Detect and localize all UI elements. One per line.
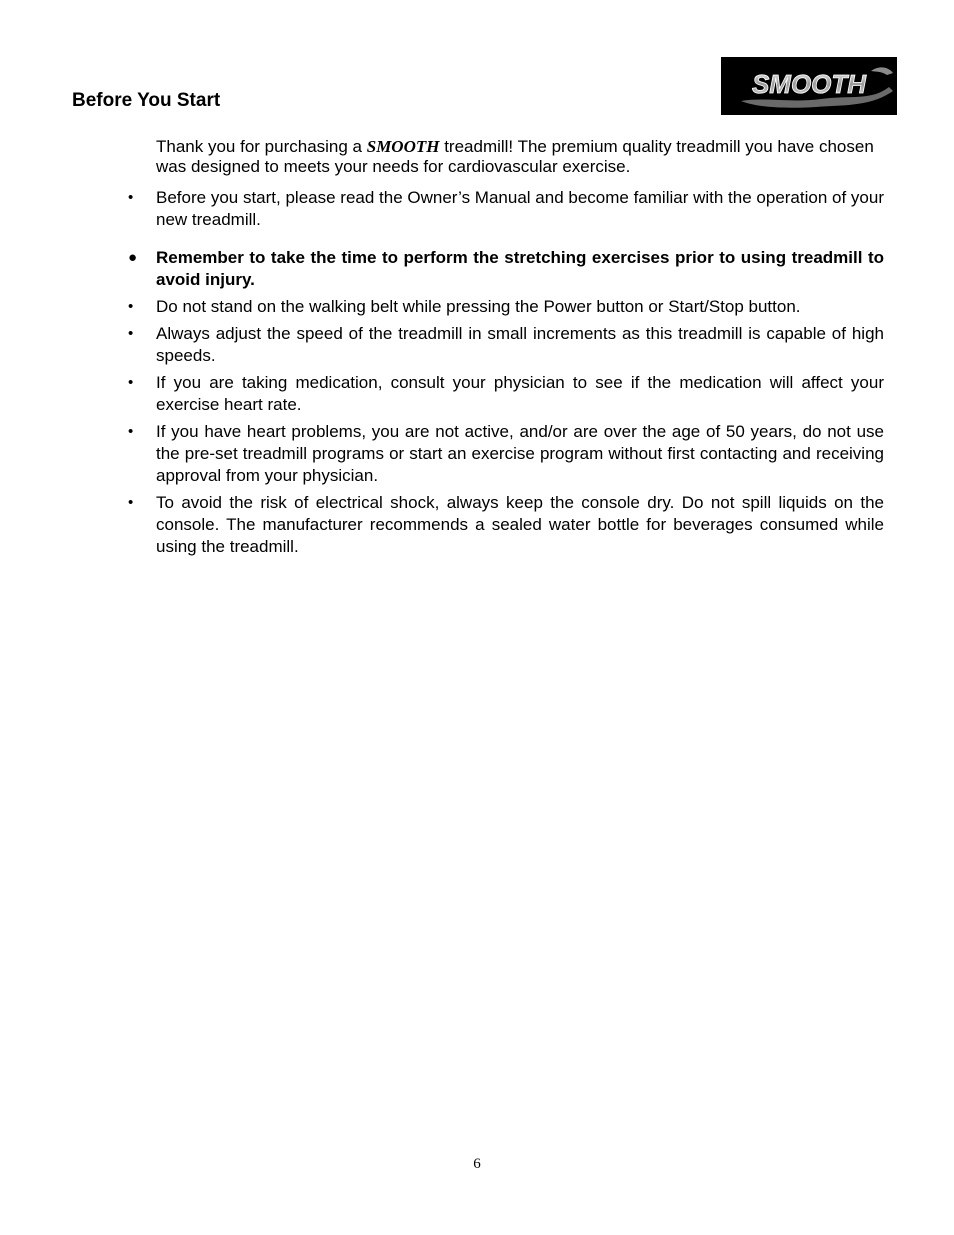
page-number: 6 [473, 1156, 481, 1172]
bullet-item [0, 323, 884, 367]
bullet-item [0, 187, 884, 231]
bullet-dot-icon: • [128, 494, 134, 511]
bullet-item [0, 421, 884, 487]
bullet-text: Before you start, please read the Owner’s Manual and become familiar with the operation of your new treadmill. [156, 188, 884, 229]
intro-paragraph [156, 137, 884, 177]
bullet-text: Always adjust the speed of the treadmill in small increments as this treadmill is capable of high speeds. [156, 324, 884, 365]
bullet-item [0, 247, 884, 291]
bullet-text: To avoid the risk of electrical shock, always keep the console dry. Do not spill liquids on the console. The manufacturer recommends a sealed water bottle for beverages consumed while using the treadmill. [156, 493, 884, 556]
safety-bullet-list [0, 187, 954, 558]
smooth-logo [721, 57, 897, 115]
logo-text: SMOOTH [751, 69, 867, 99]
bullet-dot-icon: • [128, 325, 134, 342]
intro-text-before: Thank you for purchasing a [156, 137, 367, 156]
intro-brand-name: SMOOTH [366, 137, 440, 156]
bullet-dot-icon: • [128, 374, 134, 391]
bullet-dot-icon: • [128, 298, 134, 315]
intro-text-after: treadmill! The premium quality treadmill you have chosen was designed to meets your needs for cardiovascular exercise. [156, 137, 874, 176]
bullet-dot-icon: • [128, 189, 134, 206]
bullet-item [0, 372, 884, 416]
bullet-text: Do not stand on the walking belt while pressing the Power button or Start/Stop button. [156, 297, 801, 316]
page-title: Before You Start [72, 90, 221, 111]
bullet-dot-icon: ● [128, 249, 138, 266]
bullet-text: If you are taking medication, consult your physician to see if the medication will affect your exercise heart rate. [156, 373, 884, 414]
bullet-text: Remember to take the time to perform the stretching exercises prior to using treadmill to avoid injury. [156, 248, 884, 289]
bullet-item [0, 296, 884, 318]
bullet-text: If you have heart problems, you are not active, and/or are over the age of 50 years, do not use the pre-set treadmill programs or start an exercise program without first contacting and receiving approval from your physician. [156, 422, 884, 485]
bullet-item [0, 492, 884, 558]
bullet-dot-icon: • [128, 423, 134, 440]
